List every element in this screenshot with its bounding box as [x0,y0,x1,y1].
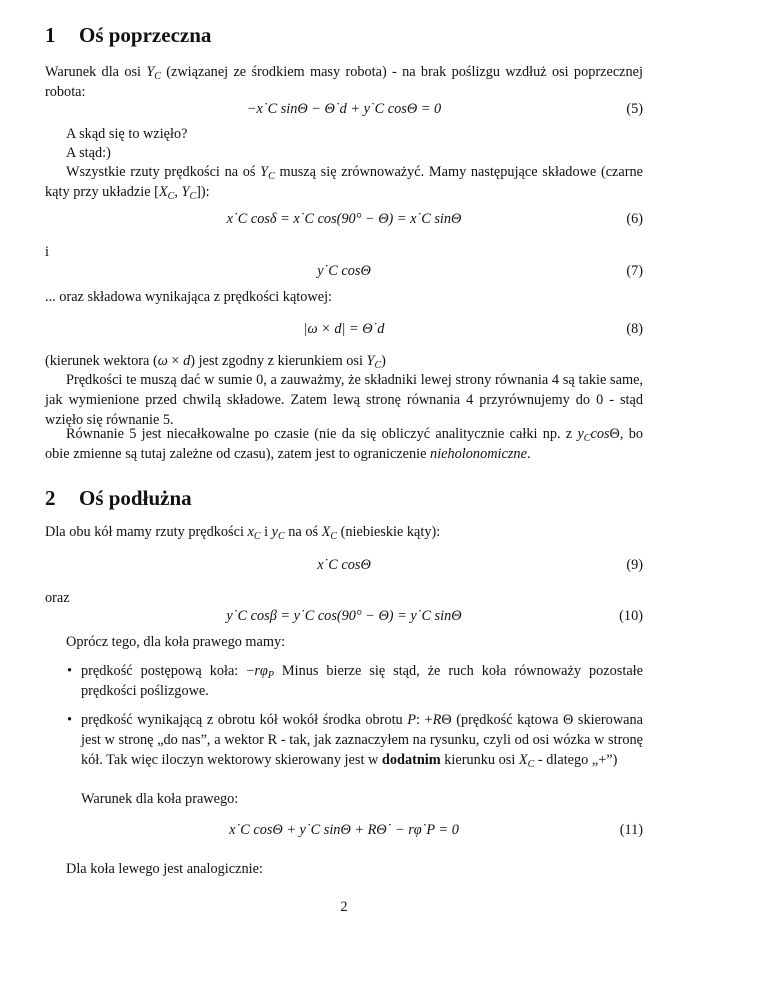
equation-number: (7) [626,263,643,279]
paragraph: ... oraz składowa wynikająca z prędkości kątowej: [45,289,333,305]
paragraph: Dla koła lewego jest analogicznie: [66,861,263,877]
equation-number: (8) [626,321,643,337]
equation-8 [45,319,643,341]
paragraph: i [45,244,49,260]
page-number: 2 [340,899,348,915]
paragraph: A stąd:) [66,145,111,161]
paragraph: Dla obu kół mamy rzuty prędkości $x_C$ i $y_C$ na oś $X_C$ (niebieskie kąty): [45,524,441,542]
equation-number: (6) [626,211,643,227]
equation-11 [45,820,643,842]
section-number: 1 [45,23,56,47]
paragraph: A skąd się to wzięło? [66,126,188,142]
equation-number: (11) [619,822,643,838]
paragraph: Wszystkie rzuty prędkości na oś $Y_C$ muszą się zrównoważyć. Mamy następujące składowe (czarne kąty przy układzie [$X_C$, $Y_C$]): [45,164,644,202]
equation-number: (5) [626,101,643,117]
equation-body: y˙C cosβ = y˙C cos(90° − Θ) = y˙C sinΘ [226,608,462,624]
paragraph: Oprócz tego, dla koła prawego mamy: [66,634,286,650]
equation-body: x˙C cosδ = x˙C cos(90° − Θ) = x˙C sinΘ [226,211,462,227]
equation-9 [45,555,643,577]
equation-body: −x˙C sinΘ − Θ˙d + y˙C cosΘ = 0 [246,101,442,117]
equation-10 [45,606,643,628]
equation-body: x˙C cosΘ + y˙C sinΘ + RΘ˙ − rφ˙P = 0 [229,822,459,838]
paragraph: oraz [45,590,70,606]
equation-6 [45,209,643,231]
paragraph: Warunek dla osi $Y_C$ (związanej ze środkiem masy robota) - na brak poślizgu wzdłuż osi poprzecznej robota: [45,64,643,100]
equation-7 [45,261,643,283]
paragraph: Warunek dla koła prawego: [81,791,239,807]
bullet-icon: • [67,663,73,679]
section-number: 2 [45,486,56,510]
equation-5 [45,99,643,121]
section-title: Oś poprzeczna [79,23,212,47]
paragraph: Równanie 5 jest niecałkowalne po czasie (nie da się obliczyć analitycznie całki np. z $y_C\cos\Theta$, bo obie zmienne są tutaj zależne od czasu), zatem jest to ograniczenie nieholonomiczne. [45,426,643,462]
bullet-icon: • [67,712,73,728]
equation-body: y˙C cosΘ [317,263,371,279]
equation-number: (10) [619,608,643,624]
equation-number: (9) [626,557,643,573]
section-1-heading [45,22,211,48]
section-2-heading [45,485,192,511]
section-title: Oś podłużna [79,486,192,510]
paragraph: Prędkości te muszą dać w sumie 0, a zauważmy, że składniki lewej strony równania 4 są takie same, jak wymienione przed chwilą składowe. Zatem lewą stronę równania 4 przyrównujemy do 0 - stąd wzięło się równanie 5. [45,372,643,428]
equation-body: x˙C cosΘ [317,557,371,573]
paragraph: (kierunek wektora (ω × d) jest zgodny z kierunkiem osi $Y_C$) [45,353,386,371]
equation-body: |ω × d| = Θ˙d [303,321,385,337]
